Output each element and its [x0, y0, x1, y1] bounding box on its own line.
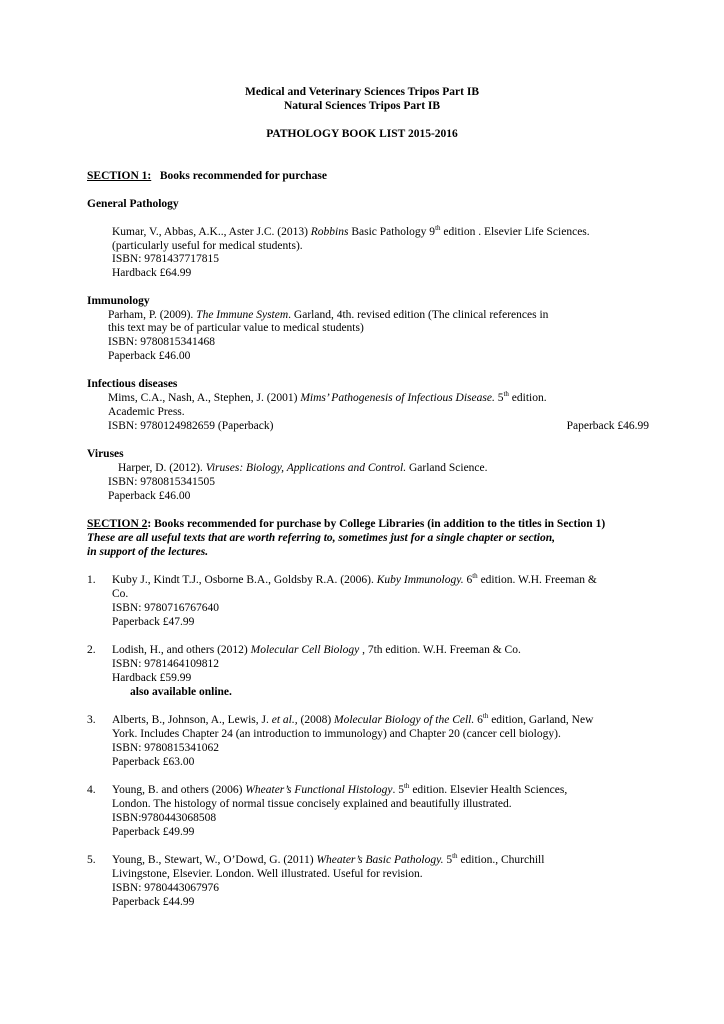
immunology-note: this text may be of particular value to medical students)	[108, 322, 364, 334]
infectious-diseases-citation: Mims, C.A., Nash, A., Stephen, J. (2001) Mims’ Pathogenesis of Infectious Disease. 5th edition.	[108, 390, 547, 404]
list-item-publisher: Co.	[112, 588, 129, 600]
general-pathology-price: Hardback £64.99	[112, 267, 192, 279]
list-item-isbn: ISBN: 9781464109812	[112, 658, 220, 670]
section-1-heading	[87, 170, 327, 182]
list-item-number: 1.	[87, 574, 96, 586]
viruses-price: Paperback £46.00	[108, 490, 191, 502]
general-pathology-isbn: ISBN: 9781437717815	[112, 253, 220, 265]
general-pathology-note: (particularly useful for medical students).	[112, 240, 303, 252]
viruses-citation: Harper, D. (2012). Viruses: Biology, Applications and Control. Garland Science.	[118, 462, 488, 474]
list-item-citation: Alberts, B., Johnson, A., Lewis, J. et al., (2008) Molecular Biology of the Cell. 6th edition, Garland, New	[112, 712, 594, 726]
immunology-price: Paperback £46.00	[108, 350, 191, 362]
immunology-citation: Parham, P. (2009). The Immune System. Garland, 4th. revised edition (The clinical references in	[108, 309, 549, 321]
list-item-note: York. Includes Chapter 24 (an introduction to immunology) and Chapter 20 (cancer cell biology).	[112, 728, 561, 740]
page-title: PATHOLOGY BOOK LIST 2015-2016	[266, 128, 458, 140]
section-1-title: Books recommended for purchase	[159, 170, 327, 182]
list-item-number: 4.	[87, 784, 96, 796]
infectious-diseases-isbn: ISBN: 9780124982659 (Paperback)	[108, 420, 274, 432]
infectious-diseases-price: Paperback £46.99	[566, 420, 649, 432]
list-item-price: Paperback £63.00	[112, 756, 195, 768]
list-item-isbn: ISBN: 9780716767640	[112, 602, 220, 614]
immunology-heading: Immunology	[87, 295, 150, 307]
list-item-price: Paperback £49.99	[112, 826, 195, 838]
header-line-1: Medical and Veterinary Sciences Tripos Part IB	[244, 86, 480, 98]
section-2-note-1: These are all useful texts that are worth referring to, sometimes just for a single chapter or section,	[87, 532, 556, 544]
viruses-isbn: ISBN: 9780815341505	[108, 476, 216, 488]
list-item-number: 2.	[87, 644, 96, 656]
header-line-2: Natural Sciences Tripos Part IB	[283, 100, 441, 112]
section-1-label: SECTION 1:	[87, 170, 152, 182]
section-2-title: : Books recommended for purchase by College Libraries (in addition to the titles in Section 1)	[147, 518, 606, 530]
list-item-online-note: also available online.	[130, 686, 232, 698]
infectious-diseases-publisher: Academic Press.	[108, 406, 185, 418]
list-item-price: Hardback £59.99	[112, 672, 192, 684]
section-2-note-2: in support of the lectures.	[87, 546, 209, 558]
list-item-citation: Kuby J., Kindt T.J., Osborne B.A., Goldsby R.A. (2006). Kuby Immunology. 6th edition. W.H. Freeman &	[112, 572, 597, 586]
list-item-isbn: ISBN: 9780443067976	[112, 882, 220, 894]
section-2-label: SECTION 2	[87, 518, 148, 530]
infectious-diseases-heading: Infectious diseases	[87, 378, 178, 390]
immunology-isbn: ISBN: 9780815341468	[108, 336, 216, 348]
list-item-price: Paperback £47.99	[112, 616, 195, 628]
list-item-price: Paperback £44.99	[112, 896, 195, 908]
viruses-heading: Viruses	[87, 448, 124, 460]
list-item-citation: Young, B., Stewart, W., O’Dowd, G. (2011) Wheater’s Basic Pathology. 5th edition., Churchill	[112, 852, 545, 866]
list-item-citation: Lodish, H., and others (2012) Molecular Cell Biology , 7th edition. W.H. Freeman & Co.	[112, 644, 521, 656]
list-item-number: 5.	[87, 854, 96, 866]
list-item-number: 3.	[87, 714, 96, 726]
list-item-citation: Young, B. and others (2006) Wheater’s Functional Histology. 5th edition. Elsevier Health Sciences,	[112, 782, 568, 796]
general-pathology-citation: Kumar, V., Abbas, A.K.., Aster J.C. (2013) Robbins Basic Pathology 9th edition . Elsevier Life Sciences.	[112, 224, 590, 238]
list-item-isbn: ISBN:9780443068508	[112, 812, 217, 824]
list-item-note: Livingstone, Elsevier. London. Well illustrated. Useful for revision.	[112, 868, 423, 880]
list-item-note: London. The histology of normal tissue concisely explained and beautifully illustrated.	[112, 798, 512, 810]
section-2-heading	[87, 518, 605, 530]
list-item-isbn: ISBN: 9780815341062	[112, 742, 220, 754]
general-pathology-heading: General Pathology	[87, 198, 179, 210]
